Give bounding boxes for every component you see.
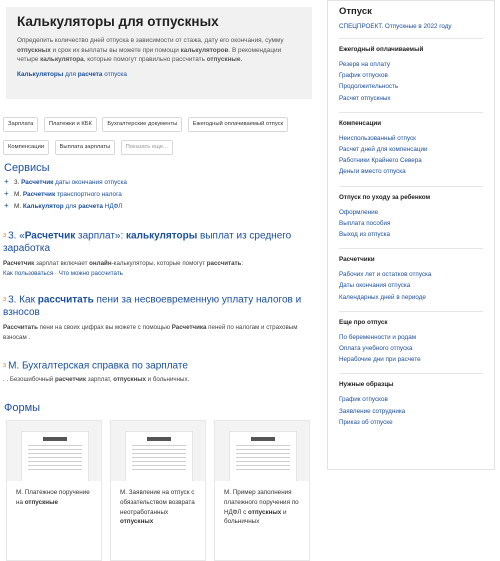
sidebar-link[interactable]: График отпусков — [339, 396, 388, 404]
article-item — [3, 294, 319, 343]
sidebar-link[interactable]: Календарных дней в периоде — [339, 293, 426, 301]
sidebar-link[interactable]: Заявление сотрудника — [339, 407, 406, 415]
sidebar-link[interactable]: Выход из отпуска — [339, 231, 391, 239]
sidebar-link[interactable]: Оформление — [339, 208, 379, 216]
services-title: Сервисы — [4, 162, 50, 174]
article-item — [3, 360, 319, 385]
tag-accounting-docs[interactable]: Бухгалтерские документы — [102, 117, 182, 132]
sidebar-link[interactable]: Продолжительность — [339, 83, 399, 91]
tag-salary[interactable]: Зарплата — [3, 117, 38, 132]
form-card[interactable] — [6, 420, 102, 561]
sidebar-panel — [327, 0, 495, 470]
plus-icon: + — [4, 177, 9, 186]
article-title[interactable]: 3 3. Как рассчитать пени за несвоевременную уплату налогов и взносов — [3, 294, 302, 318]
sidebar-section-heading: Компенсации — [339, 119, 382, 127]
sidebar-link[interactable]: Расчет дней для компенсации — [339, 146, 428, 154]
hero-panel — [6, 7, 312, 99]
sidebar-section-heading: Еще про отпуск — [339, 318, 388, 326]
tag-show-more-button[interactable]: Показать еще... — [121, 140, 173, 155]
sidebar-section-calculators — [339, 248, 483, 303]
sidebar-section-more — [339, 311, 483, 366]
forms-title: Формы — [4, 402, 41, 414]
hero-description: Определить количество дней отпуска в зависимости от стажа, дату его окончания, сумму отпускных и срок их выплаты вы можете при помощи калькуляторов. В рекомендации четыре калькулятора, которые помогут правильно рассчитать отпускные. — [17, 37, 284, 64]
sidebar — [327, 0, 500, 561]
tag-annual-leave[interactable]: Ежегодный оплачиваемый отпуск — [188, 117, 288, 132]
sidebar-link[interactable]: Резерв на оплату — [339, 61, 390, 68]
article-snippet: Расчетчик зарплат включает онлайн-калькуляторы, которые помогут рассчитать: — [3, 259, 244, 267]
document-thumbnail — [111, 421, 205, 481]
service-item[interactable]: + М. Калькулятор для расчета НДФЛ — [4, 201, 123, 210]
sidebar-link[interactable]: Работники Крайнего Севера — [339, 157, 422, 165]
sidebar-link[interactable]: Даты окончания отпуска — [339, 282, 411, 290]
plus-icon: + — [4, 189, 9, 198]
service-item[interactable]: + М. Расчетчик транспортного налога — [4, 189, 122, 198]
sidebar-section-heading: Нужные образцы — [339, 381, 394, 389]
sidebar-section-childcare — [339, 186, 483, 241]
sidebar-link[interactable]: Оплата учебного отпуска — [339, 345, 413, 353]
document-thumbnail — [215, 421, 309, 481]
sidebar-link[interactable]: Рабочих лет и остатков отпуска — [339, 271, 432, 279]
sidebar-link[interactable]: Приказ об отпуске — [339, 418, 393, 426]
article-meta: Как пользоваться · Что можно рассчитать — [3, 269, 123, 277]
form-card[interactable] — [110, 420, 206, 561]
sidebar-link[interactable]: Нерабочие дни при расчете — [339, 356, 421, 364]
sidebar-section-samples — [339, 373, 483, 428]
sidebar-title: Отпуск — [339, 6, 372, 17]
service-item[interactable]: + 3. Расчетчик даты окончания отпуска — [4, 177, 127, 186]
article-title[interactable]: 3 М. Бухгалтерская справка по зарплате — [3, 360, 188, 372]
sidebar-special-project-link[interactable]: СПЕЦПРОЕКТ. Отпускные в 2022 году — [339, 23, 452, 30]
hero-link[interactable]: Калькуляторы для расчета отпуска — [17, 70, 127, 78]
sidebar-section-heading: Отпуск по уходу за ребенком — [339, 193, 431, 201]
sidebar-section-heading: Расчетчики — [339, 256, 375, 264]
sidebar-link[interactable]: Выплата пособия — [339, 219, 391, 227]
article-title[interactable]: 3 3. «Расчетчик зарплат»: калькуляторы выплат из среднего заработка — [3, 230, 292, 254]
page-title: Калькуляторы для отпускных — [17, 14, 219, 29]
sidebar-link[interactable]: Неиспользованный отпуск — [339, 134, 416, 142]
tag-salary-payment[interactable]: Выплата зарплаты — [55, 140, 116, 155]
document-icon — [229, 431, 297, 481]
plus-icon: + — [4, 201, 9, 210]
form-card-caption: М. Платежное поручение на отпускные — [16, 489, 90, 506]
document-icon — [125, 431, 193, 481]
form-card[interactable] — [214, 420, 310, 561]
tag-payments-kbk[interactable]: Платежки и КБК — [44, 117, 97, 132]
tag-list — [3, 112, 318, 158]
sidebar-link[interactable]: По беременности и родам — [339, 333, 417, 341]
sidebar-link[interactable]: График отпусков — [339, 72, 388, 80]
article-snippet: . . Безошибочный расчетчик зарплат, отпускных и больничных. — [3, 375, 190, 383]
sidebar-section-compensations — [339, 112, 483, 178]
sidebar-link[interactable]: Деньги вместо отпуска — [339, 168, 406, 176]
article-item — [3, 230, 319, 279]
form-card-caption: М. Пример заполнения платежного поручения по НДФЛ с отпускных и больничных — [224, 489, 299, 526]
sidebar-section-heading: Ежегодный оплачиваемый — [339, 46, 424, 53]
form-card-caption: М. Заявление на отпуск с обязательством возврата неотработанных отпускных — [120, 489, 195, 526]
services-section — [4, 162, 319, 211]
sidebar-section-annual — [339, 38, 483, 104]
tag-compensations[interactable]: Компенсации — [3, 140, 49, 155]
document-icon — [21, 431, 89, 481]
sidebar-link[interactable]: Расчет отпускных — [339, 94, 391, 102]
document-thumbnail — [7, 421, 101, 481]
article-snippet: Рассчитать пени на своих цифрах вы можете с помощью Расчетчика пеней по налогам и страховым взносам . — [3, 323, 298, 341]
